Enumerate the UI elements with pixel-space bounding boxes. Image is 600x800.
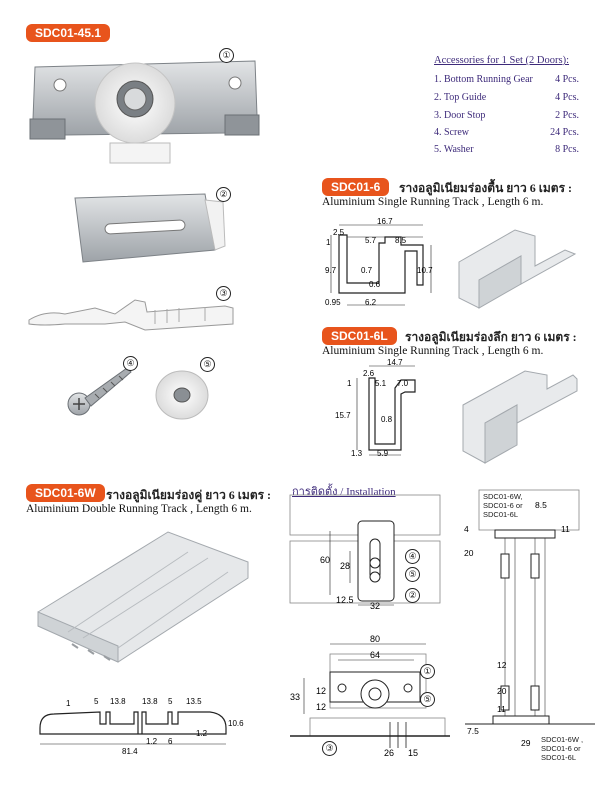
dim-label: 11 [561, 524, 570, 534]
dim-label: 28 [340, 561, 351, 571]
dim-label: 1.2 [196, 729, 208, 738]
side-label-top: SDC01-6W, SDC01-6 or SDC01-6L [483, 492, 523, 519]
side-label-bottom: SDC01-6W , SDC01-6 or SDC01-6L [541, 735, 584, 762]
track-double-english: Aluminium Double Running Track , Length 6 m. [26, 503, 252, 515]
part-number-4: ④ [123, 356, 138, 371]
track-single-3d-image [455, 222, 580, 312]
track-single-english: Aluminium Single Running Track , Length 6 m. [322, 196, 544, 208]
dim-label: 1.3 [351, 449, 363, 458]
dim-label: 0.8 [381, 415, 393, 424]
installation-top-guide-drawing [290, 495, 450, 615]
dim-label: 9.7 [325, 266, 337, 275]
dim-label: 13.8 [142, 697, 158, 706]
dim-label: 12 [316, 686, 327, 696]
dim-label: 81.4 [122, 747, 138, 756]
dim-label: 1 [66, 699, 71, 708]
dim-label: 16.7 [377, 217, 393, 226]
accessories-title: Accessories for 1 Set (2 Doors): [434, 55, 570, 66]
part-number-5: ⑤ [200, 357, 215, 372]
accessory-row: 4. Screw 24 Pcs. [434, 127, 579, 138]
dim-label: 60 [320, 555, 331, 565]
install-part-3: ③ [322, 741, 337, 756]
track-double-3d-image [28, 522, 258, 672]
dim-label: 5 [168, 697, 173, 706]
dim-label: 12 [497, 660, 507, 670]
dim-label: 5.7 [365, 236, 377, 245]
product-code-badge: SDC01-45.1 [26, 24, 110, 42]
dim-label: 8.5 [535, 500, 547, 510]
install-part-2: ② [405, 588, 420, 603]
dim-label: 20 [464, 548, 474, 558]
accessory-row: 3. Door Stop 2 Pcs. [434, 110, 579, 121]
dim-label: 15 [408, 748, 419, 758]
dim-label: 2.6 [363, 369, 375, 378]
dim-label: 13.8 [110, 697, 126, 706]
track-single-profile-drawing [325, 215, 440, 315]
dim-label: 7.0 [397, 379, 409, 388]
track-double-profile-drawing [30, 688, 255, 758]
dim-label: 64 [370, 650, 381, 660]
track-single-l-profile-drawing [335, 358, 435, 458]
dim-label: 10.6 [228, 719, 244, 728]
washer-image [152, 368, 212, 423]
dim-label: 11 [497, 704, 506, 714]
dim-label: 5 [94, 697, 99, 706]
dim-label: 1 [347, 379, 352, 388]
dim-label: 29 [521, 738, 531, 748]
accessory-row: 2. Top Guide 4 Pcs. [434, 92, 579, 103]
dim-label: 10.7 [417, 266, 433, 275]
dim-label: 6 [168, 737, 173, 746]
dim-label: 5.9 [377, 449, 389, 458]
dim-label: 1.2 [146, 737, 158, 746]
track-single-thai: รางอลูมิเนียมร่องตื้น ยาว 6 เมตร : [399, 181, 573, 195]
dim-label: 12 [316, 702, 327, 712]
part-number-2: ② [216, 187, 231, 202]
accessory-row: 1. Bottom Running Gear 4 Pcs. [434, 74, 579, 85]
track-double-badge: SDC01-6W [26, 484, 105, 502]
track-single-badge: SDC01-6 [322, 178, 389, 196]
top-guide-image [65, 190, 235, 270]
track-single-l-badge: SDC01-6L [322, 327, 397, 345]
dim-label: 26 [384, 748, 395, 758]
install-part-5: ⑤ [405, 567, 420, 582]
dim-label: 7.5 [467, 726, 479, 736]
dim-label: 15.7 [335, 411, 351, 420]
installation-title: การติดตั้ง / Installation [292, 486, 396, 498]
dim-label: 32 [370, 601, 381, 611]
accessory-row: 5. Washer 8 Pcs. [434, 144, 579, 155]
track-double-thai: รางอลูมิเนียมร่องคู่ ยาว 6 เมตร : [106, 488, 272, 502]
door-stop-image [25, 290, 245, 335]
dim-label: 20 [497, 686, 507, 696]
dim-label: 2.5 [333, 228, 345, 237]
dim-label: 4 [464, 524, 469, 534]
dim-label: 14.7 [387, 358, 403, 367]
track-single-l-thai: รางอลูมิเนียมร่องลึก ยาว 6 เมตร : [405, 330, 577, 344]
dim-label: 6.2 [365, 298, 377, 307]
dim-label: 8.5 [395, 236, 407, 245]
dim-label: 80 [370, 634, 381, 644]
dim-label: 5.1 [375, 379, 387, 388]
part-number-1: ① [219, 48, 234, 63]
installation-side-section-drawing [465, 490, 595, 762]
track-single-l-english: Aluminium Single Running Track , Length 6 m. [322, 345, 544, 357]
install-part-4: ④ [405, 549, 420, 564]
part-number-3: ③ [216, 286, 231, 301]
dim-label: 1 [326, 238, 331, 247]
dim-label: 12.5 [336, 595, 354, 605]
dim-label: 0.7 [361, 266, 373, 275]
install-part-5b: ⑤ [420, 692, 435, 707]
dim-label: 33 [290, 692, 301, 702]
dim-label: 13.5 [186, 697, 202, 706]
install-part-1: ① [420, 664, 435, 679]
dim-label: 0.6 [369, 280, 381, 289]
track-single-l-3d-image [455, 365, 580, 470]
dim-label: 0.95 [325, 298, 341, 307]
bottom-running-gear-image [25, 55, 265, 175]
